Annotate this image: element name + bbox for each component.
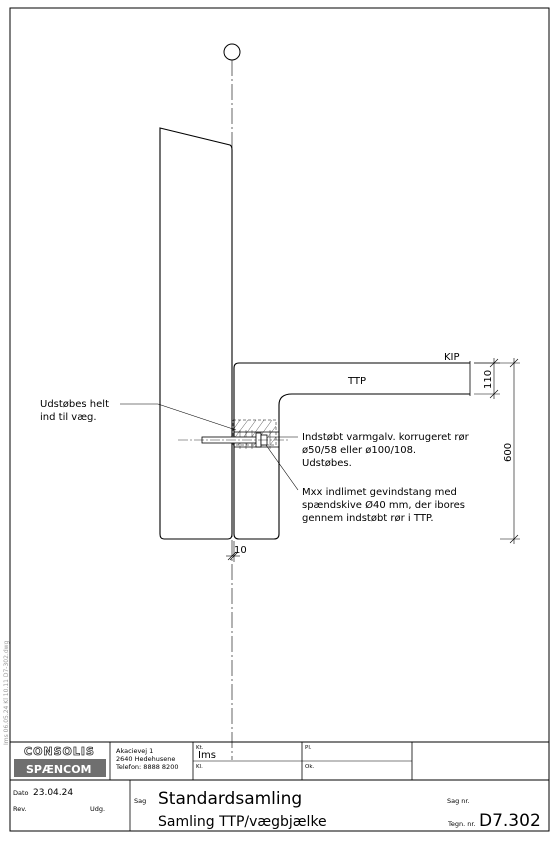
note-pipe-line-3: Udstøbes. [302,458,352,469]
sag-nr-label: Sag nr. [447,797,470,805]
kt-label: Kt. [196,745,204,751]
address-line-3: Telefon: 8888 8200 [116,763,179,771]
rev-label: Rev. [13,805,27,813]
sag-label: Sag [134,797,147,805]
kip-label: KIP [444,352,460,363]
note-left-line-2: ind til væg. [40,412,97,423]
logo-consolis: CONSOLIS [24,745,95,758]
dato-value: 23.04.24 [33,788,74,798]
dim-110-text: 110 [483,369,494,389]
udg-label: Udg. [90,805,106,813]
tegn-nr-label: Tegn. nr. [448,820,476,828]
wall-beam [160,128,232,539]
dim-10-text: 10 [234,545,247,556]
tegn-nr-value: D7.302 [479,811,541,831]
ok-label: Ok. [305,764,315,770]
title-main: Standardsamling [158,789,303,809]
pl-label: Pl. [305,745,312,751]
grid-axis-bubble [224,44,240,60]
side-file-path: Ims 06.05.24 Kl 10.11 D7-302.dwg [3,640,10,745]
note-rod-line-3: gennem indstøbt rør i TTP. [302,513,434,524]
logo-spaencom: SPÆNCOM [26,763,92,776]
address-line-2: 2640 Hedehusene [116,755,176,763]
dato-label: Dato [13,789,29,797]
note-rod-line-2: spændskive Ø40 mm, der ibores [302,500,465,511]
kl-label: Kl. [196,764,203,770]
note-rod-line-1: Mxx indlimet gevindstang med [302,487,457,498]
address-line-1: Akacievej 1 [116,747,154,755]
title-sub: Samling TTP/vægbjælke [158,814,327,830]
note-left-line-1: Udstøbes helt [40,399,109,410]
dim-600-text: 600 [503,442,514,462]
note-pipe-line-2: ø50/58 eller ø100/108. [302,445,417,456]
note-pipe-line-1: Indstøbt varmgalv. korrugeret rør [302,432,469,443]
ttp-label: TTP [348,376,367,387]
kt-value: Ims [198,750,216,761]
